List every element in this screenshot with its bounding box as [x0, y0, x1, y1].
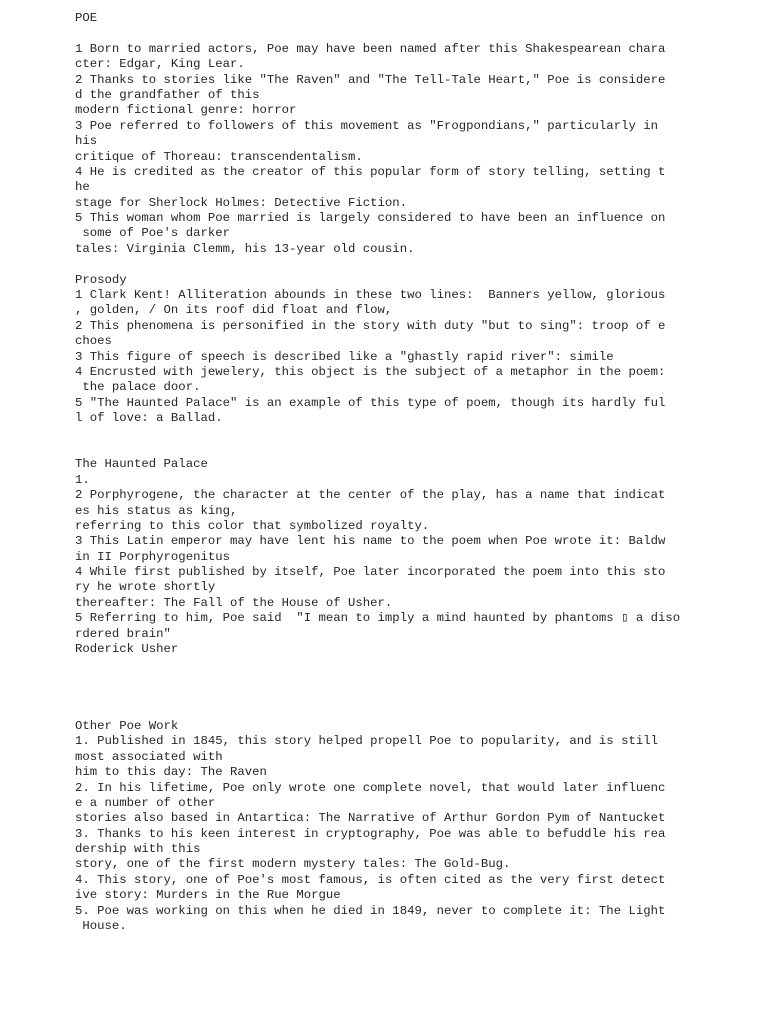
text-line: , golden, / On its roof did float and flow, [75, 303, 393, 318]
text-line: 1 Clark Kent! Alliteration abounds in these two lines: Banners yellow, glorious [75, 288, 666, 303]
text-line: 5 This woman whom Poe married is largely considered to have been an influence on [75, 211, 666, 226]
text-line: e a number of other [75, 795, 216, 810]
text-line: 3 This Latin emperor may have lent his name to the poem when Poe wrote it: Baldw [75, 534, 666, 549]
text-line [75, 704, 755, 719]
text-line: the palace door. [75, 380, 201, 395]
text-line: thereafter: The Fall of the House of Usher. [75, 595, 393, 610]
text-line: es his status as king, [75, 503, 238, 518]
text-line: choes [75, 334, 112, 349]
text-line: 1. [75, 472, 90, 487]
text-line: some of Poe's darker [75, 226, 230, 241]
text-line: him to this day: The Raven [75, 765, 267, 780]
text-line: stage for Sherlock Holmes: Detective Fiction. [75, 195, 408, 210]
text-line: 4 While first published by itself, Poe later incorporated the poem into this sto [75, 565, 666, 580]
text-line: 3 This figure of speech is described like a "ghastly rapid river": simile [75, 349, 614, 364]
text-line: 4 Encrusted with jewelery, this object is the subject of a metaphor in the poem: [75, 364, 666, 379]
text-line [75, 688, 755, 703]
text-line: dership with this [75, 842, 201, 857]
text-line: l of love: a Ballad. [75, 411, 223, 426]
text-line: 5. Poe was working on this when he died in 1849, never to complete it: The Light [75, 903, 666, 918]
text-line: in II Porphyrogenitus [75, 549, 230, 564]
text-line [75, 26, 755, 41]
text-line: Roderick Usher [75, 642, 179, 657]
text-line: most associated with [75, 749, 223, 764]
text-line: ive story: Murders in the Rue Morgue [75, 888, 341, 903]
text-line: 4 He is credited as the creator of this popular form of story telling, setting t [75, 164, 666, 179]
text-line [75, 442, 755, 457]
text-line: critique of Thoreau: transcendentalism. [75, 149, 363, 164]
text-line: POE [75, 11, 98, 25]
text-line: he [75, 180, 90, 195]
text-line: 5 Referring to him, Poe said "I mean to imply a mind haunted by phantoms ▯ a diso [75, 611, 681, 626]
text-line: cter: Edgar, King Lear. [75, 57, 245, 72]
text-line: his [75, 134, 98, 149]
text-line: modern fictional genre: horror [75, 103, 297, 118]
text-line [75, 673, 755, 688]
text-line: Other Poe Work [75, 718, 179, 733]
text-line: rdered brain" [75, 626, 171, 641]
text-line: 3. Thanks to his keen interest in cryptography, Poe was able to befuddle his rea [75, 826, 666, 841]
text-line: 2. In his lifetime, Poe only wrote one complete novel, that would later influenc [75, 780, 666, 795]
text-line [75, 657, 755, 672]
text-line [75, 427, 755, 442]
text-line: 1 Born to married actors, Poe may have been named after this Shakespearean chara [75, 41, 666, 56]
text-line: 3 Poe referred to followers of this movement as "Frogpondians," particularly in [75, 118, 658, 133]
text-line: 5 "The Haunted Palace" is an example of this type of poem, though its hardly ful [75, 395, 666, 410]
text-line: House. [75, 919, 127, 934]
text-line [75, 257, 755, 272]
text-line: 2 Porphyrogene, the character at the center of the play, has a name that indicat [75, 488, 666, 503]
text-line: 1. Published in 1845, this story helped propell Poe to popularity, and is still [75, 734, 658, 749]
text-line: stories also based in Antartica: The Narrative of Arthur Gordon Pym of Nantucket [75, 811, 666, 826]
text-line: 4. This story, one of Poe's most famous, is often cited as the very first detect [75, 872, 666, 887]
text-line: Prosody [75, 272, 127, 287]
text-line: 2 Thanks to stories like "The Raven" and "The Tell-Tale Heart," Poe is considere [75, 72, 666, 87]
document-text [75, 11, 755, 934]
text-line: story, one of the first modern mystery tales: The Gold-Bug. [75, 857, 511, 872]
text-line: d the grandfather of this [75, 87, 260, 102]
text-line: referring to this color that symbolized royalty. [75, 518, 430, 533]
text-line: tales: Virginia Clemm, his 13-year old cousin. [75, 241, 415, 256]
text-line: The Haunted Palace [75, 457, 208, 472]
text-line: 2 This phenomena is personified in the story with duty "but to sing": troop of e [75, 318, 666, 333]
text-line: ry he wrote shortly [75, 580, 216, 595]
